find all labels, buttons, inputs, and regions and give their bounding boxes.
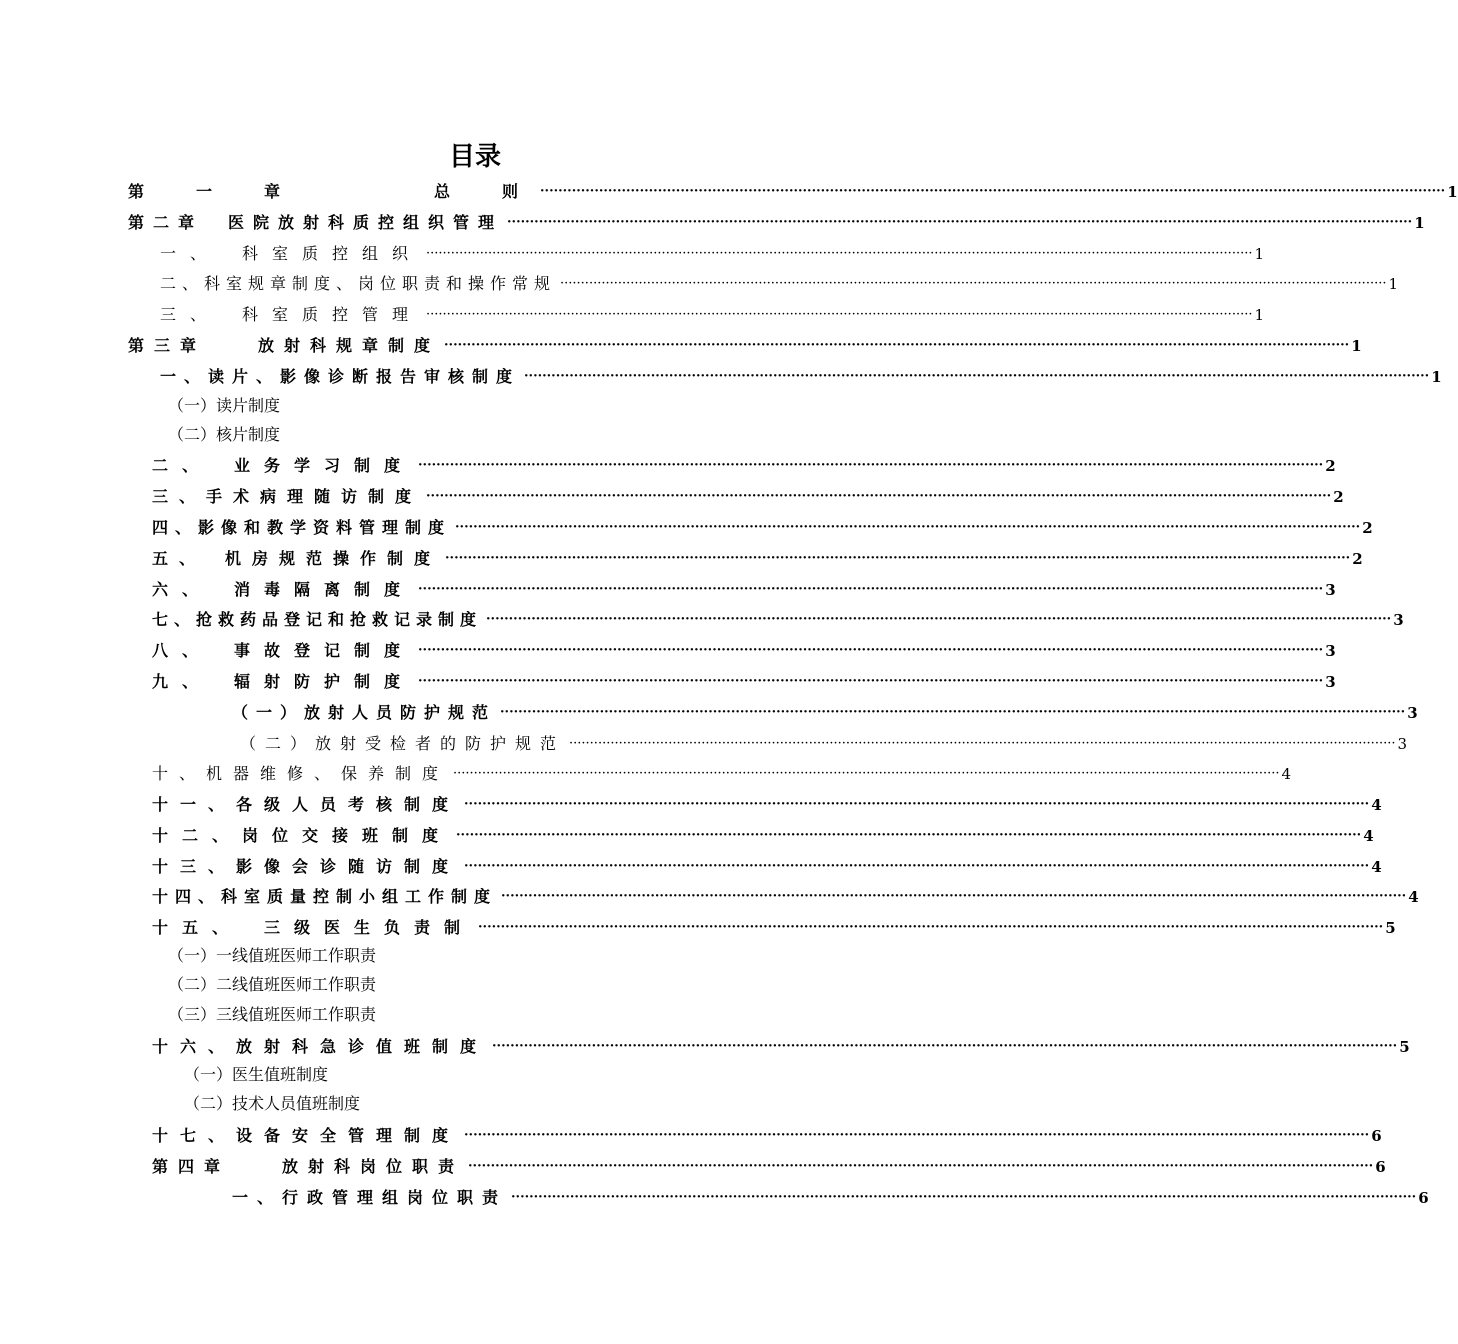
toc-page-number: 1 xyxy=(1414,214,1425,232)
dot-leader: ········································································································································································································ xyxy=(455,520,1361,535)
toc-entry-label: 五、 机房规范操作制度 xyxy=(152,549,442,568)
toc-entry-label: 十三、影像会诊随访制度 xyxy=(152,857,461,876)
toc-entry-label: 第四章 放射科岗位职责 xyxy=(152,1157,465,1176)
toc-entry[interactable] xyxy=(152,545,1363,569)
toc-entry-label: 三、 科室质控管理 xyxy=(160,305,423,324)
toc-entry-label: 第 一 章 总 则 xyxy=(128,182,537,201)
dot-leader: ········································································································································································································ xyxy=(464,859,1370,874)
toc-entry[interactable] xyxy=(152,483,1344,507)
toc-page-number: 1 xyxy=(1254,245,1265,263)
toc-page-number: 4 xyxy=(1371,796,1382,814)
toc-entry[interactable] xyxy=(152,637,1336,661)
toc-page-number: 2 xyxy=(1352,550,1363,568)
toc-entry-label: 十四、科室质量控制小组工作制度 xyxy=(152,887,498,906)
dot-leader: ········································································································································································································ xyxy=(418,458,1324,473)
dot-leader: ········································································································································································································ xyxy=(478,920,1384,935)
toc-entry-label: 十五、 三级医生负责制 xyxy=(152,918,475,937)
toc-entry[interactable] xyxy=(152,514,1373,538)
dot-leader: ········································································································································································································ xyxy=(456,828,1362,843)
dot-leader: ········································································································································································································ xyxy=(540,184,1446,199)
toc-title: 目录 xyxy=(448,142,501,172)
toc-subentry[interactable]: （一）一线值班医师工作职责 xyxy=(168,946,377,965)
toc-page-number: 6 xyxy=(1371,1127,1382,1145)
toc-entry-label: 十二、岗位交接班制度 xyxy=(152,826,453,845)
toc-page-number: 1 xyxy=(1388,275,1399,293)
toc-entry[interactable] xyxy=(152,760,1292,784)
toc-entry-label: （二）放射受检者的防护规范 xyxy=(240,734,566,753)
dot-leader: ········································································································································································································ xyxy=(426,489,1332,504)
dot-leader: ········································································································································································································ xyxy=(453,766,1280,781)
dot-leader: ········································································································································································································ xyxy=(501,889,1407,904)
toc-entry-label: 一、 科室质控组织 xyxy=(160,244,423,263)
toc-entry[interactable] xyxy=(128,209,1425,233)
toc-entry-label: （一）放射人员防护规范 xyxy=(232,703,497,722)
toc-entry-label: 九、 辐射防护制度 xyxy=(152,672,415,691)
toc-page-number: 5 xyxy=(1399,1038,1410,1056)
toc-entry-label: 二、 业务学习制度 xyxy=(152,456,415,475)
toc-entry-label: 第二章 医院放射科质控组织管理 xyxy=(128,213,504,232)
dot-leader: ········································································································································································································ xyxy=(468,1159,1374,1174)
dot-leader: ········································································································································································································ xyxy=(507,215,1413,230)
toc-page-number: 2 xyxy=(1333,488,1344,506)
toc-page-number: 6 xyxy=(1375,1158,1386,1176)
dot-leader: ········································································································································································································ xyxy=(418,674,1324,689)
toc-entry[interactable] xyxy=(152,1153,1386,1177)
toc-page-number: 1 xyxy=(1254,306,1265,324)
toc-entry[interactable] xyxy=(128,178,1458,202)
toc-entry[interactable] xyxy=(152,1033,1410,1057)
toc-entry[interactable] xyxy=(152,576,1336,600)
toc-entry[interactable] xyxy=(128,332,1362,356)
toc-page-number: 4 xyxy=(1371,858,1382,876)
toc-entry-label: 四、影像和教学资料管理制度 xyxy=(152,518,452,537)
toc-page-number: 4 xyxy=(1363,827,1374,845)
toc-entry[interactable] xyxy=(240,730,1408,754)
toc-entry-label: 七、抢救药品登记和抢救记录制度 xyxy=(152,610,483,629)
dot-leader: ········································································································································································································ xyxy=(444,338,1350,353)
toc-entry-label: 八、 事故登记制度 xyxy=(152,641,415,660)
toc-entry[interactable] xyxy=(152,452,1336,476)
toc-page-number: 3 xyxy=(1397,735,1408,753)
dot-leader: ········································································································································································································ xyxy=(492,1039,1398,1054)
toc-page-number: 3 xyxy=(1393,611,1404,629)
toc-page-number: 3 xyxy=(1325,673,1336,691)
toc-page-number: 3 xyxy=(1407,704,1418,722)
dot-leader: ········································································································································································································ xyxy=(569,736,1396,751)
toc-entry[interactable] xyxy=(160,240,1265,264)
dot-leader: ········································································································································································································ xyxy=(511,1190,1417,1205)
toc-page-number: 4 xyxy=(1408,888,1419,906)
toc-page-number: 3 xyxy=(1325,642,1336,660)
dot-leader: ········································································································································································································ xyxy=(418,643,1324,658)
toc-entry[interactable] xyxy=(160,270,1399,294)
dot-leader: ········································································································································································································ xyxy=(464,797,1370,812)
toc-page-number: 1 xyxy=(1351,337,1362,355)
toc-entry[interactable] xyxy=(232,1184,1429,1208)
dot-leader: ········································································································································································································ xyxy=(426,307,1253,322)
toc-entry[interactable] xyxy=(152,606,1404,630)
toc-subentry[interactable]: （二）核片制度 xyxy=(168,425,281,444)
dot-leader: ········································································································································································································ xyxy=(560,276,1387,291)
toc-entry[interactable] xyxy=(152,1122,1382,1146)
toc-entry-label: 二、科室规章制度、岗位职责和操作常规 xyxy=(160,274,557,293)
toc-entry-label: 十、机器维修、保养制度 xyxy=(152,764,450,783)
toc-entry[interactable] xyxy=(232,699,1418,723)
toc-entry-label: 三、手术病理随访制度 xyxy=(152,487,423,506)
toc-entry[interactable] xyxy=(152,791,1382,815)
toc-entry-label: 一、行政管理组岗位职责 xyxy=(232,1188,508,1207)
toc-page-number: 3 xyxy=(1325,581,1336,599)
dot-leader: ········································································································································································································ xyxy=(486,612,1392,627)
toc-subentry[interactable]: （三）三线值班医师工作职责 xyxy=(168,1005,377,1024)
toc-entry-label: 第三章 放射科规章制度 xyxy=(128,336,441,355)
toc-entry[interactable] xyxy=(152,883,1419,907)
toc-page-number: 1 xyxy=(1447,183,1458,201)
dot-leader: ········································································································································································································ xyxy=(524,369,1430,384)
dot-leader: ········································································································································································································ xyxy=(418,582,1324,597)
toc-page-number: 4 xyxy=(1281,765,1292,783)
dot-leader: ········································································································································································································ xyxy=(500,705,1406,720)
toc-page-number: 2 xyxy=(1325,457,1336,475)
dot-leader: ········································································································································································································ xyxy=(464,1128,1370,1143)
toc-entry[interactable] xyxy=(152,853,1382,877)
toc-entry[interactable] xyxy=(160,363,1442,387)
toc-entry-label: 六、 消毒隔离制度 xyxy=(152,580,415,599)
toc-entry-label: 十六、放射科急诊值班制度 xyxy=(152,1037,489,1056)
toc-entry[interactable] xyxy=(152,822,1374,846)
toc-subentry[interactable]: （一）读片制度 xyxy=(168,396,281,415)
toc-entry[interactable] xyxy=(160,301,1265,325)
toc-subentry[interactable]: （二）技术人员值班制度 xyxy=(184,1094,361,1113)
toc-page-number: 5 xyxy=(1385,919,1396,937)
dot-leader: ········································································································································································································ xyxy=(426,246,1253,261)
dot-leader: ········································································································································································································ xyxy=(445,551,1351,566)
toc-subentry[interactable]: （二）二线值班医师工作职责 xyxy=(168,975,377,994)
toc-entry[interactable] xyxy=(152,914,1396,938)
toc-page-number: 1 xyxy=(1431,368,1442,386)
toc-page-number: 2 xyxy=(1362,519,1373,537)
toc-entry-label: 十一、各级人员考核制度 xyxy=(152,795,461,814)
toc-page-number: 6 xyxy=(1418,1189,1429,1207)
toc-entry[interactable] xyxy=(152,668,1336,692)
toc-subentry[interactable]: （一）医生值班制度 xyxy=(184,1065,329,1084)
toc-entry-label: 一、读片、影像诊断报告审核制度 xyxy=(160,367,521,386)
toc-entry-label: 十七、设备安全管理制度 xyxy=(152,1126,461,1145)
